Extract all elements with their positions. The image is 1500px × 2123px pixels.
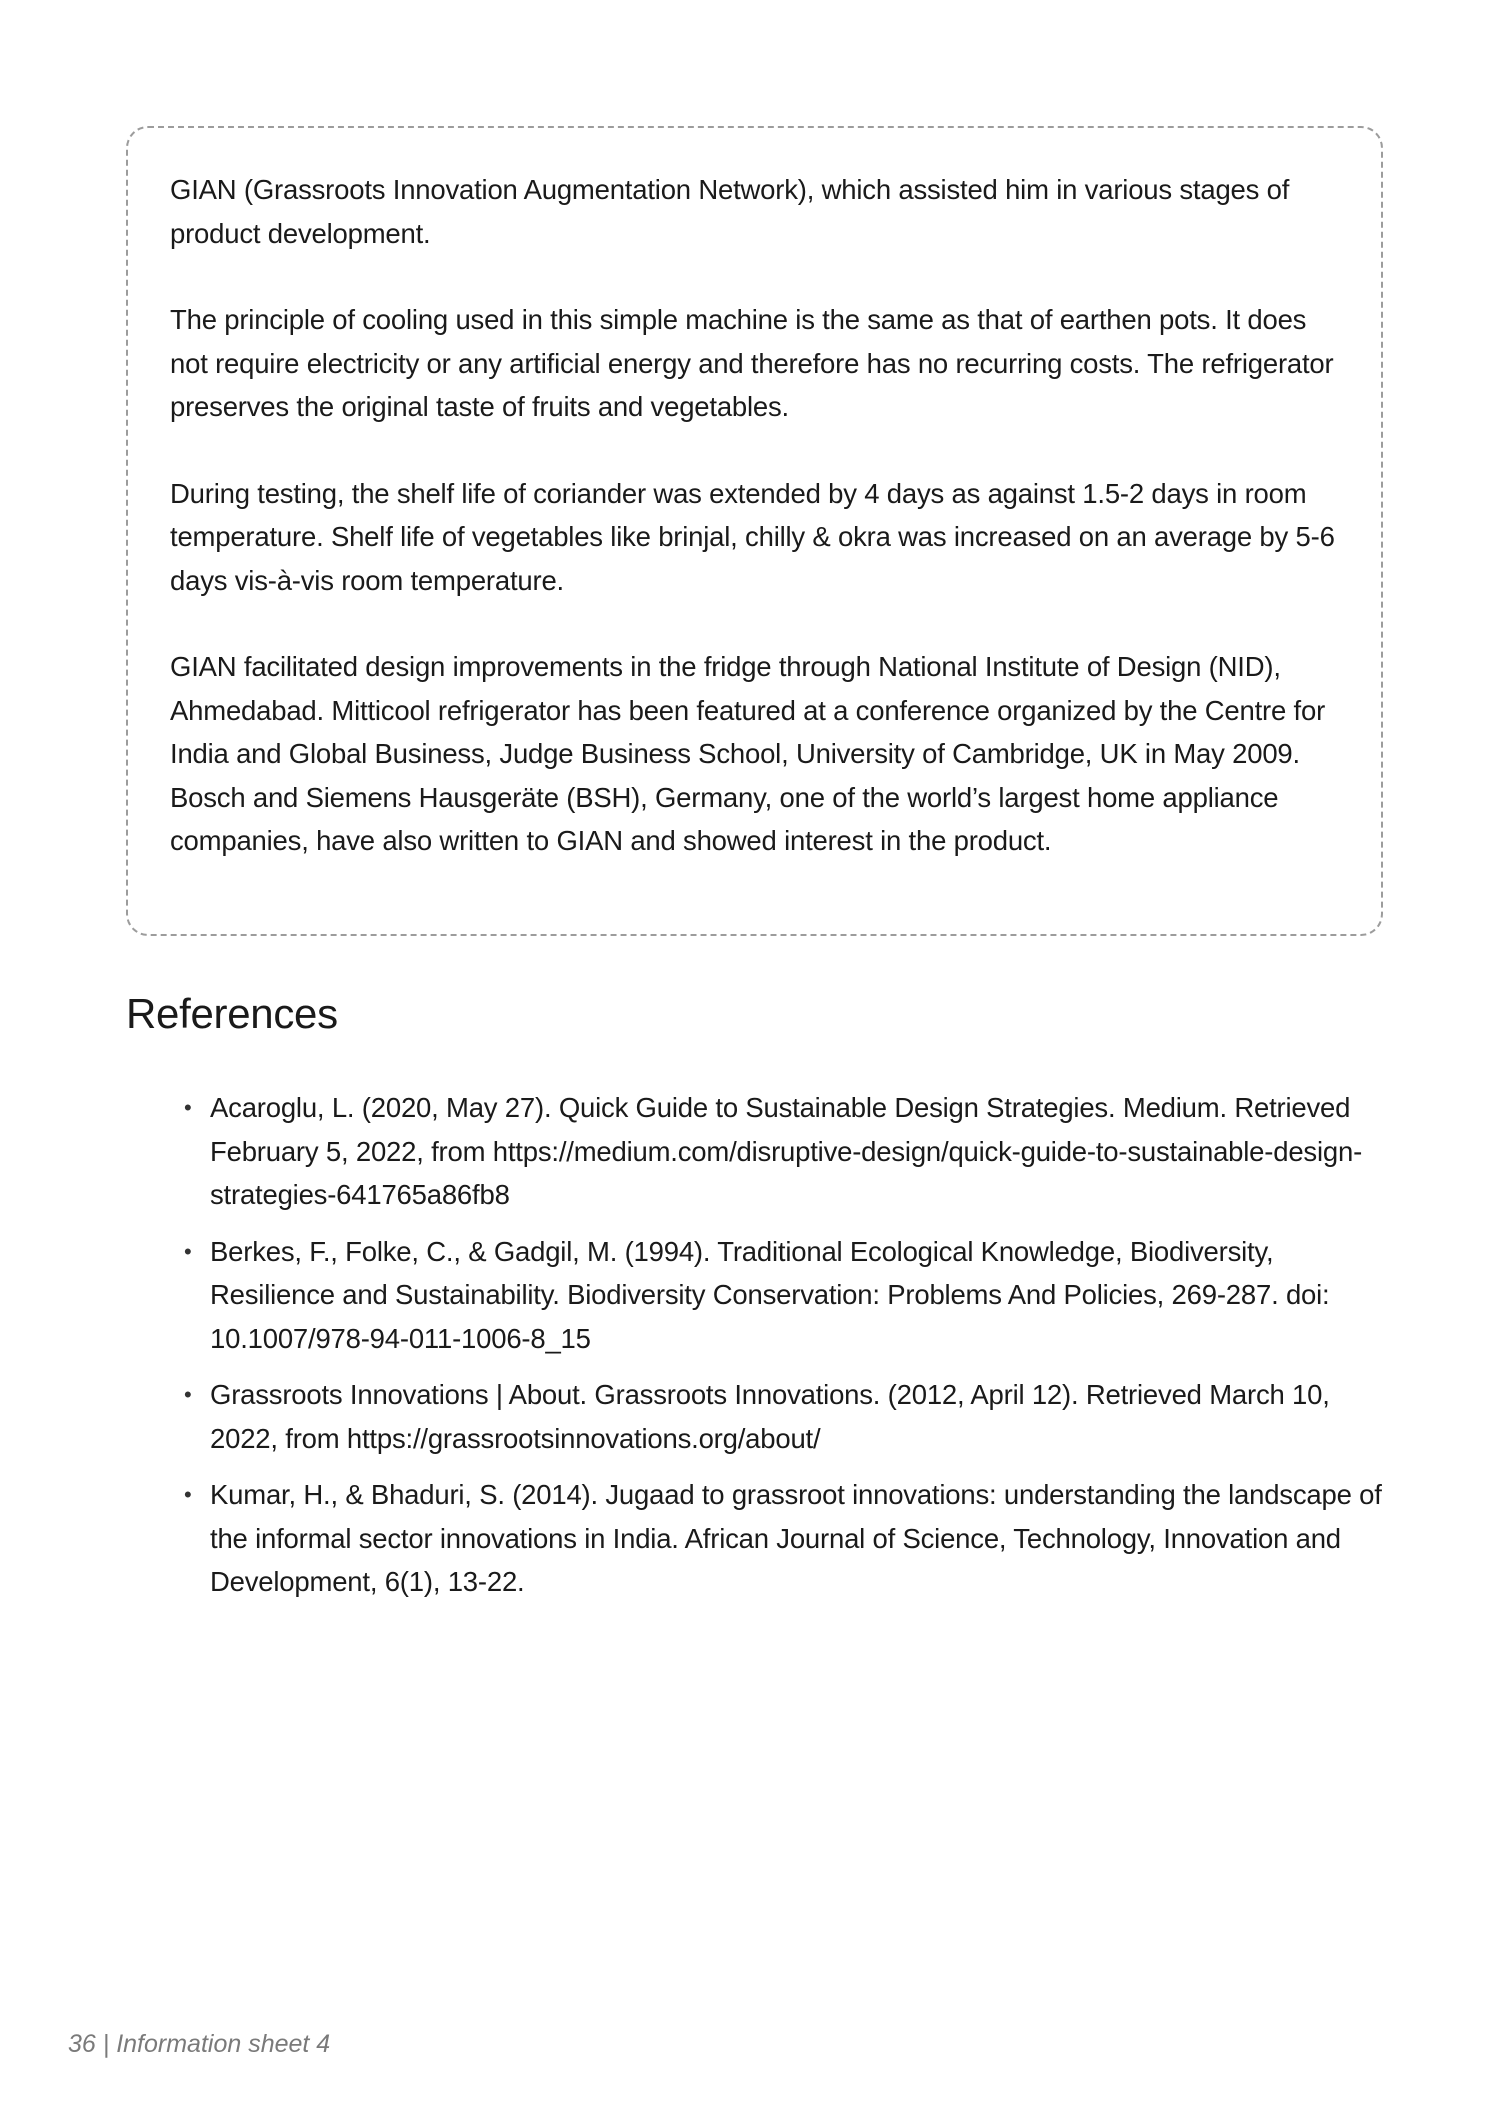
reference-text: Berkes, F., Folke, C., & Gadgil, M. (1994). Traditional Ecological Knowledge, Biodiversity, Resilience and Sustainability. Biodiversity Conservation: Problems And Policies, 269-287. doi: 10.1007/978-94-011-1006-8_15	[210, 1235, 1330, 1354]
page-footer: 36 | Information sheet 4	[68, 2030, 331, 2058]
reference-list	[184, 1086, 1384, 1617]
references-heading: References	[126, 990, 338, 1037]
reference-text: Kumar, H., & Bhaduri, S. (2014). Jugaad to grassroot innovations: understanding the landscape of the informal sector innovations in India. African Journal of Science, Technology, Innovation and Development, 6(1), 13-22.	[210, 1479, 1382, 1597]
reference-item	[184, 1373, 1384, 1460]
bullet-icon: •	[184, 1482, 192, 1507]
callout-paragraph-4: GIAN facilitated design improvements in the fridge through National Institute of Design (NID), Ahmedabad. Mitticool refrigerator has been featured at a conference organized by the Centre for India and Global Business, Judge Business School, University of Cambridge, UK in May 2009. Bosch and Siemens Hausgeräte (BSH), Germany, one of the world’s largest home appliance companies, have also written to GIAN and showed interest in the product.	[170, 651, 1326, 856]
reference-text: Acaroglu, L. (2020, May 27). Quick Guide to Sustainable Design Strategies. Medium. Retrieved February 5, 2022, from https://medium.com/disruptive-design/quick-guide-to-sustainable-design-strategies-641765a86fb8	[210, 1092, 1363, 1210]
callout-paragraph-3: During testing, the shelf life of coriander was extended by 4 days as against 1.5-2 days in room temperature. Shelf life of vegetables like brinjal, chilly & okra was increased on an average by 5-6 days vis-à-vis room temperature.	[170, 477, 1335, 596]
info-callout-box	[126, 126, 1383, 936]
reference-item	[184, 1086, 1384, 1217]
bullet-icon: •	[184, 1382, 192, 1407]
callout-paragraph-2: The principle of cooling used in this simple machine is the same as that of earthen pots. It does not require electricity or any artificial energy and therefore has no recurring costs. The refrigerator preserves the original taste of fruits and vegetables.	[170, 304, 1334, 422]
reference-text: Grassroots Innovations | About. Grassroots Innovations. (2012, April 12). Retrieved March 10, 2022, from https://grassrootsinnovations.org/about/	[210, 1379, 1330, 1454]
reference-item	[184, 1230, 1384, 1361]
reference-item	[184, 1473, 1384, 1604]
callout-paragraph-1: GIAN (Grassroots Innovation Augmentation Network), which assisted him in various stages of product development.	[170, 174, 1290, 249]
bullet-icon: •	[184, 1095, 192, 1120]
bullet-icon: •	[184, 1238, 192, 1264]
